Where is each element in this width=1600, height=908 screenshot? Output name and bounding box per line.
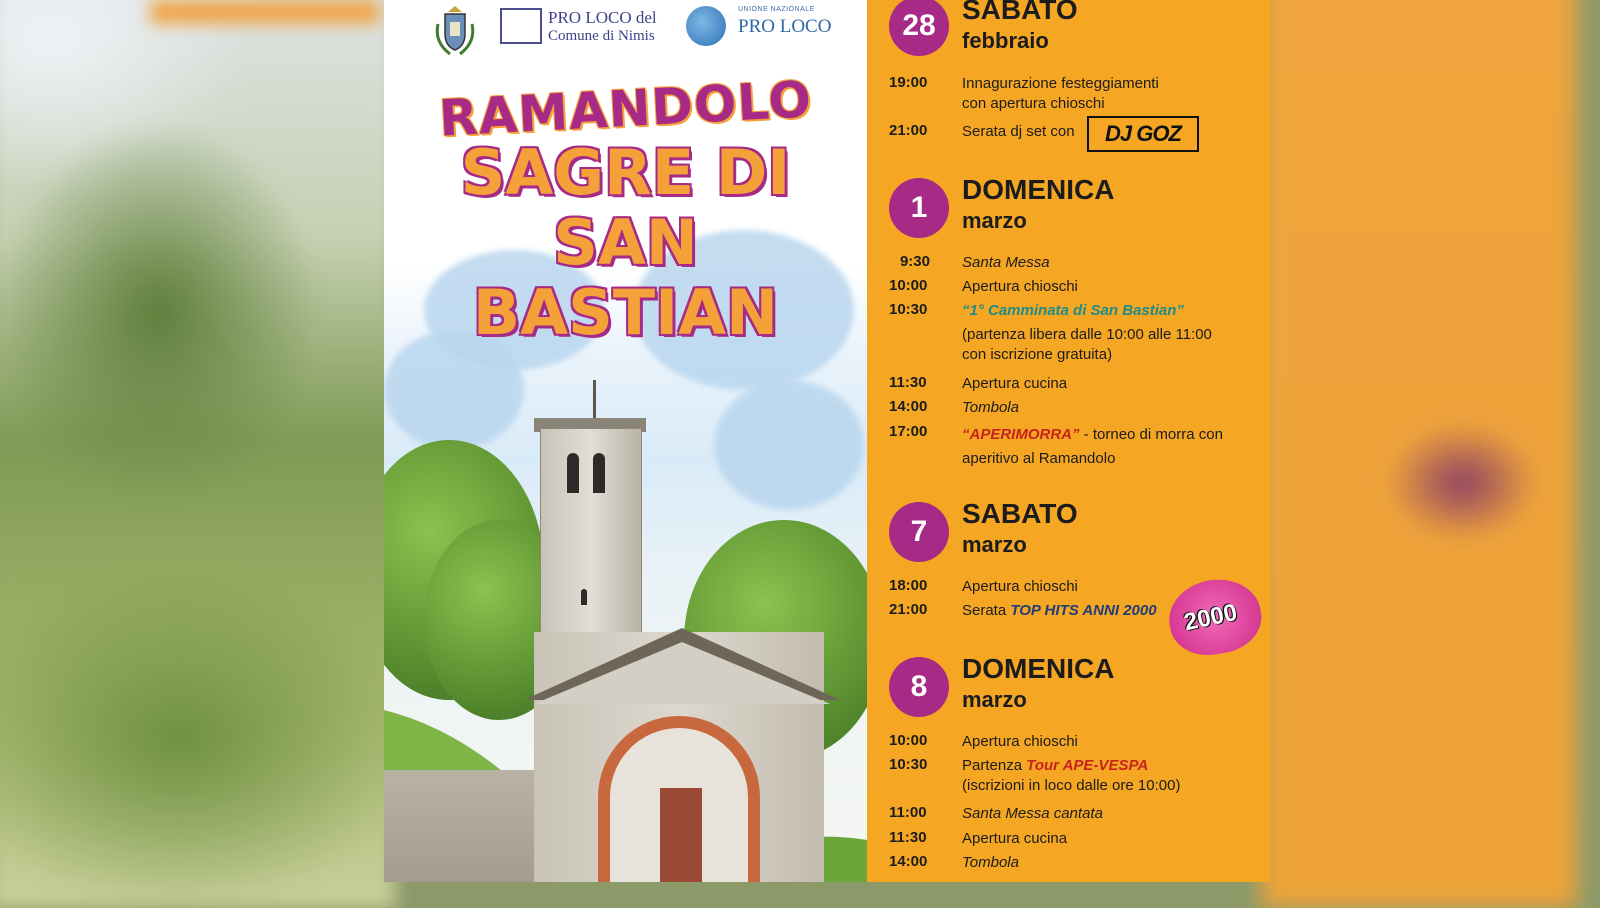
- title-ramandolo: RAMANDOLO: [437, 70, 814, 148]
- event-text: - torneo di morra con: [1079, 426, 1223, 443]
- event-desc: Tombola: [962, 399, 1019, 416]
- title-bastian: BASTIAN: [472, 276, 779, 349]
- eagle-emblem-icon: [686, 6, 726, 46]
- event-desc: Apertura chioschi: [962, 733, 1078, 750]
- event-desc: Apertura cucina: [962, 830, 1068, 847]
- poster-title: [384, 70, 867, 349]
- unione-proloco-logo: [686, 4, 836, 48]
- event-desc: [962, 756, 1262, 796]
- blurred-background-right: [1261, 0, 1577, 908]
- event-text: Serata: [962, 602, 1011, 619]
- church-door: [660, 788, 702, 882]
- building-icon: [500, 8, 542, 44]
- event-line1: (partenza libera dalle 10:00 alle 11:00: [962, 326, 1212, 343]
- event-desc: Apertura chioschi: [962, 578, 1078, 595]
- event-time: 21:00: [889, 122, 928, 139]
- event-desc: [962, 301, 1262, 365]
- event-line2: (iscrizioni in loco dalle ore 10:00): [962, 777, 1181, 794]
- event-desc: [962, 601, 1262, 621]
- day-number-badge: 7: [889, 502, 949, 562]
- cloud: [714, 380, 864, 510]
- lips-badge-text: 2000: [1181, 598, 1240, 637]
- tower-window: [593, 453, 605, 493]
- unione-small-text: UNIONE NAZIONALE: [738, 6, 815, 13]
- logo-bar: [384, 0, 867, 60]
- event-line2: aperitivo al Ramandolo: [962, 450, 1116, 467]
- title-san: SAN: [553, 206, 698, 279]
- proloco-line2: Comune di Nimis: [548, 28, 655, 44]
- event-line1: Innagurazione festeggiamenti: [962, 75, 1159, 92]
- event-time: 10:00: [889, 732, 928, 749]
- event-time: 10:00: [889, 277, 928, 294]
- day-number-badge: 28: [889, 0, 949, 56]
- event-time: 14:00: [889, 853, 928, 870]
- proloco-line1: PRO LOCO del: [548, 8, 657, 27]
- event-time: 10:30: [889, 756, 928, 773]
- stone-wall: [384, 770, 544, 882]
- poster-artwork: [384, 0, 867, 882]
- proloco-nimis-logo: [500, 6, 676, 46]
- event-highlight: TOP HITS ANNI 2000: [1010, 602, 1157, 619]
- tower-window: [581, 589, 587, 605]
- event-time: 9:30: [899, 253, 930, 270]
- unione-big-text: PRO LOCO: [738, 16, 832, 37]
- day-month: febbraio: [962, 28, 1049, 53]
- event-time: 11:30: [889, 374, 927, 391]
- day-number-badge: 1: [889, 178, 949, 238]
- event-highlight: Tour APE-VESPA: [1026, 757, 1149, 774]
- event-time: 19:00: [889, 74, 928, 91]
- event-line2: con iscrizione gratuita): [962, 346, 1113, 363]
- event-desc: Santa Messa cantata: [962, 805, 1103, 822]
- event-desc: [962, 74, 1262, 114]
- event-line2: con apertura chioschi: [962, 95, 1105, 112]
- event-time: 10:30: [889, 301, 928, 318]
- event-time: 14:00: [889, 398, 928, 415]
- coat-of-arms-icon: [432, 4, 478, 56]
- day-month: marzo: [962, 208, 1027, 233]
- event-desc: Tombola: [962, 854, 1019, 871]
- event-time: 17:00: [889, 423, 928, 440]
- event-desc: Santa Messa: [962, 254, 1050, 271]
- event-time: 18:00: [889, 577, 928, 594]
- event-time: 11:30: [889, 829, 927, 846]
- schedule-panel: [867, 0, 1270, 882]
- event-desc: Apertura chioschi: [962, 278, 1078, 295]
- day-name: DOMENICA: [962, 653, 1115, 684]
- day-name: DOMENICA: [962, 174, 1115, 205]
- day-name: SABATO: [962, 0, 1078, 25]
- title-sagre-di: SAGRE DI: [460, 136, 791, 209]
- day-month: marzo: [962, 532, 1027, 557]
- blurred-background-accent: [150, 0, 380, 24]
- event-time: 21:00: [889, 601, 928, 618]
- day-name: SABATO: [962, 498, 1078, 529]
- event-desc: [962, 423, 1262, 471]
- blurred-background-left: [0, 0, 396, 908]
- event-desc: Apertura cucina: [962, 375, 1068, 392]
- event-time: 11:00: [889, 804, 927, 821]
- event-text: Partenza: [962, 757, 1027, 774]
- event-highlight: “APERIMORRA”: [962, 426, 1080, 443]
- day-number-badge: 8: [889, 657, 949, 717]
- event-desc: Serata dj set con: [962, 123, 1075, 140]
- day-month: marzo: [962, 687, 1027, 712]
- tower-window: [567, 453, 579, 493]
- church-gable: [534, 642, 830, 704]
- event-highlight: “1° Camminata di San Bastian”: [962, 302, 1184, 319]
- spire-cross: [593, 380, 596, 420]
- dj-goz-logo: DJ GOZ: [1087, 116, 1199, 152]
